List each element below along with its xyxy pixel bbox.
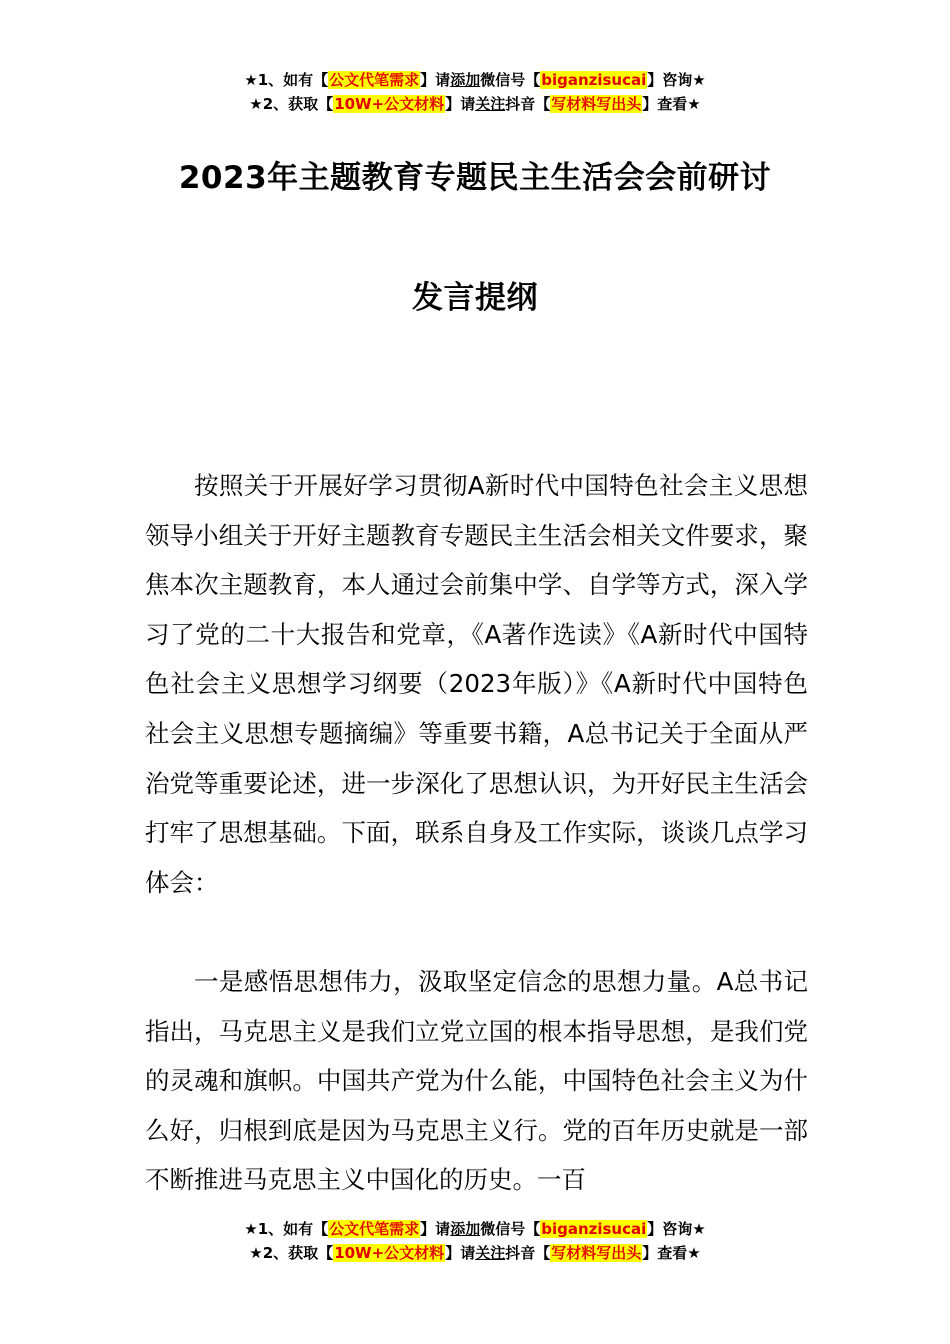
- highlight-douyin-account: 写材料写出头: [551, 95, 642, 113]
- highlight-service: 公文代笔需求: [329, 1220, 420, 1238]
- highlight-materials: 10W+公文材料: [334, 95, 445, 113]
- body-paragraph-intro: 按照关于开展好学习贯彻A新时代中国特色社会主义思想领导小组关于开好主题教育专题民主生活会相关文件要求，聚焦本次主题教育，本人通过会前集中学、自学等方式，深入学习了党的二十大报告和党章，《A著作选读》《A新时代中国特色社会主义思想学习纲要（2023年版）》《A新时代中国特色社会主义思想专题摘编》等重要书籍，A总书记关于全面从严治党等重要论述，进一步深化了思想认识，为开好民主生活会打牢了思想基础。下面，联系自身及工作实际，谈谈几点学习体会：: [145, 471, 808, 897]
- header-banner: [0, 68, 950, 116]
- highlight-materials: 10W+公文材料: [334, 1244, 445, 1262]
- highlight-wechat-id: biganzisucai: [541, 71, 647, 89]
- banner-line-1: ★1、如有【公文代笔需求】请添加微信号【biganzisucai】咨询★: [244, 1220, 706, 1238]
- banner-line-2: ★2、获取【10W+公文材料】请关注抖音【写材料写出头】查看★: [249, 95, 701, 113]
- banner-line-1: ★1、如有【公文代笔需求】请添加微信号【biganzisucai】咨询★: [244, 71, 706, 89]
- banner-line-2: ★2、获取【10W+公文材料】请关注抖音【写材料写出头】查看★: [249, 1244, 701, 1262]
- highlight-douyin-account: 写材料写出头: [551, 1244, 642, 1262]
- highlight-wechat-id: biganzisucai: [541, 1220, 647, 1238]
- document-title-line-2: 发言提纲: [412, 280, 538, 316]
- highlight-service: 公文代笔需求: [329, 71, 420, 89]
- document-title-line-1: 2023年主题教育专题民主生活会会前研讨: [178, 160, 772, 196]
- footer-banner: [0, 1217, 950, 1265]
- body-paragraph-point-one: 一是感悟思想伟力，汲取坚定信念的思想力量。A总书记指出，马克思主义是我们立党立国的根本指导思想，是我们党的灵魂和旗帜。中国共产党为什么能，中国特色社会主义为什么好，归根到底是因为马克思主义行。党的百年历史就是一部不断推进马克思主义中国化的历史。一百: [145, 967, 808, 1195]
